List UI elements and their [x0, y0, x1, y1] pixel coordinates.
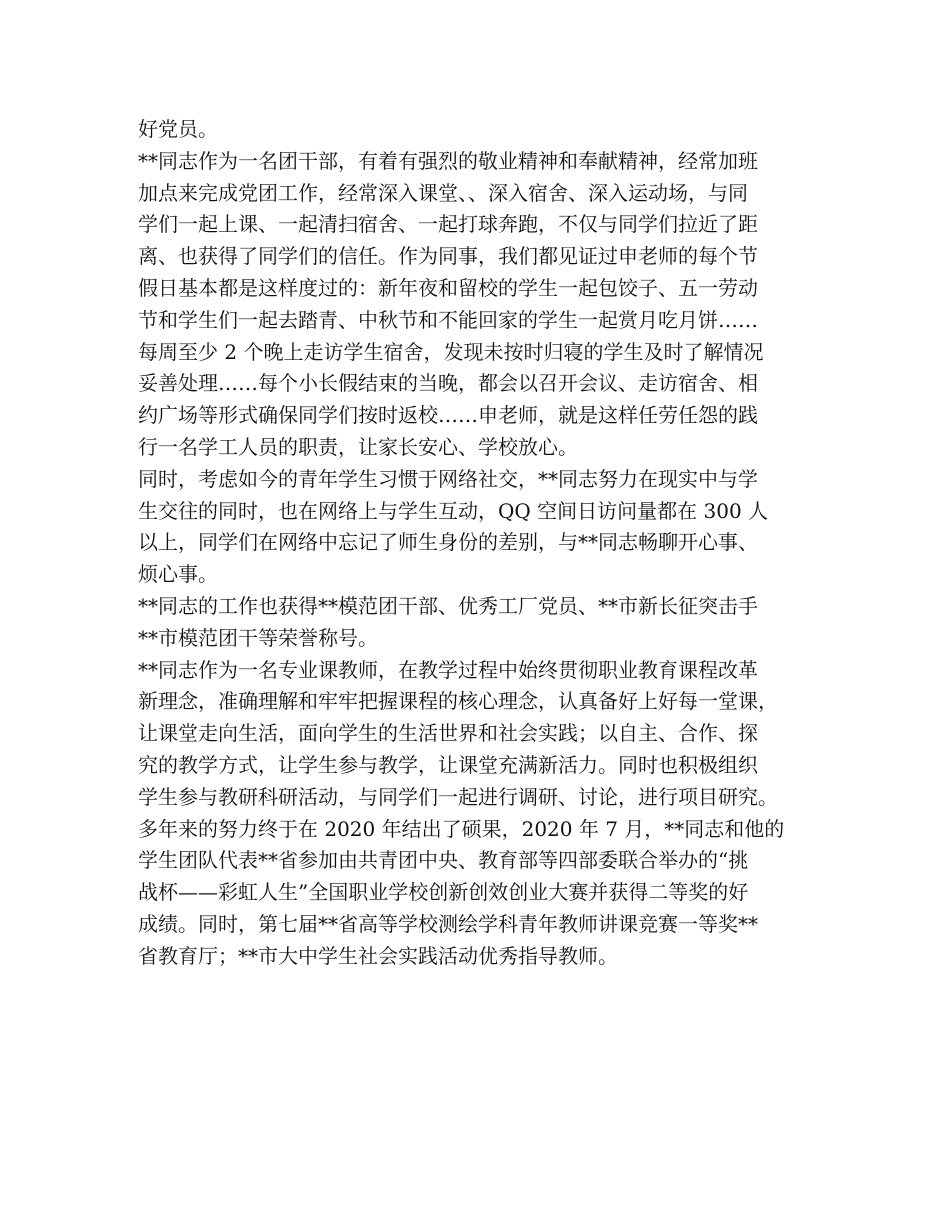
text-line: 新理念，准确理解和牢牢把握课程的核心理念，认真备好上好每一堂课，	[138, 689, 778, 714]
text-line: **同志的工作也获得**模范团干部、优秀工厂党员、**市新长征突击手	[138, 593, 758, 618]
text-line: 烦心事。	[138, 562, 218, 587]
text-line: 多年来的努力终于在 2020 年结出了硕果，2020 年 7 月，**同志和他的	[138, 816, 785, 841]
text-line: 行一名学工人员的职责，让家长安心、学校放心。	[138, 434, 578, 459]
text-line: 让课堂走向生活，面向学生的生活世界和社会实践；以自主、合作、探	[138, 721, 758, 746]
text-line: 同时，考虑如今的青年学生习惯于网络社交，**同志努力在现实中与学	[138, 466, 758, 491]
text-line: 学生团队代表**省参加由共青团中央、教育部等四部委联合举办的“挑	[138, 848, 749, 873]
text-line: 节和学生们一起去踏青、中秋节和不能回家的学生一起赏月吃月饼……	[138, 307, 758, 332]
text-line: 以上，同学们在网络中忘记了师生身份的差别，与**同志畅聊开心事、	[138, 530, 758, 555]
text-line: 成绩。同时，第七届**省高等学校测绘学科青年教师讲课竞赛一等奖**	[138, 911, 758, 936]
text-line: 学们一起上课、一起清扫宿舍、一起打球奔跑，不仅与同学们拉近了距	[138, 212, 758, 237]
text-line: **同志作为一名团干部，有着有强烈的敬业精神和奉献精神，经常加班	[138, 148, 758, 173]
text-line: 好党员。	[138, 117, 218, 141]
text-line: **同志作为一名专业课教师，在教学过程中始终贯彻职业教育课程改革	[138, 657, 758, 682]
text-line: 学生参与教研科研活动，与同学们一起进行调研、讨论，进行项目研究。	[138, 784, 778, 809]
text-line: 每周至少 2 个晚上走访学生宿舍，发现未按时归寝的学生及时了解情况	[138, 339, 764, 364]
text-line: 省教育厅；**市大中学生社会实践活动优秀指导教师。	[138, 943, 618, 968]
text-line: 假日基本都是这样度过的：新年夜和留校的学生一起包饺子、五一劳动	[138, 275, 758, 300]
text-line: 加点来完成党团工作，经常深入课堂、、深入宿舍、深入运动场，与同	[138, 180, 748, 205]
text-line: 离、也获得了同学们的信任。作为同事，我们都见证过申老师的每个节	[138, 244, 758, 269]
text-line: 约广场等形式确保同学们按时返校……申老师，就是这样任劳任怨的践	[138, 403, 758, 428]
text-line: 妥善处理……每个小长假结束的当晚，都会以召开会议、走访宿舍、相	[138, 371, 758, 396]
text-line: 生交往的同时，也在网络上与学生互动，QQ 空间日访问量都在 300 人	[138, 498, 769, 523]
text-line: **市模范团干等荣誉称号。	[138, 625, 378, 650]
text-line: 战杯——彩虹人生”全国职业学校创新创效创业大赛并获得二等奖的好	[138, 880, 749, 905]
text-line: 究的教学方式，让学生参与教学，让课堂充满新活力。同时也积极组织	[138, 752, 758, 777]
body-text	[138, 114, 818, 973]
